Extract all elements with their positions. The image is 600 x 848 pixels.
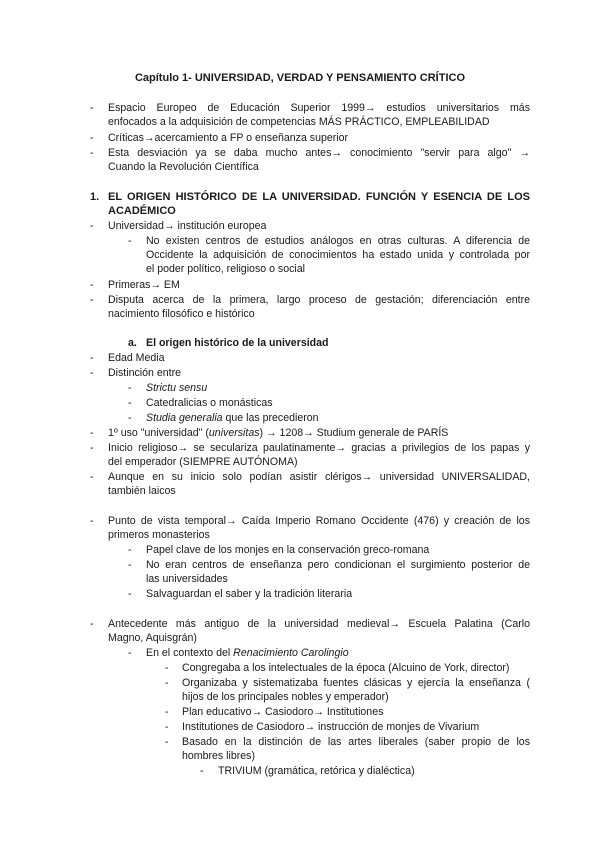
- uso-text-b: ) → 1208→ Studium generale de PARÍS: [259, 427, 449, 439]
- bullet-dash: -: [165, 721, 169, 733]
- bullet-dash: -: [90, 147, 94, 159]
- aunque-line1: Aunque en su inicio solo podían asistir clérigos→ universidad UNIVERSALIDAD,: [108, 471, 530, 483]
- institutiones-item: Institutiones de Casiodoro→ instrucción de monjes de Vivarium: [182, 721, 480, 733]
- inicio-line2: del emperador (SIEMPRE AUTÓNOMA): [108, 456, 298, 468]
- intro-item-1-line1: Espacio Europeo de Educación Superior 1999→ estudios universitarios más: [108, 102, 530, 114]
- uso-italic: universitas: [208, 427, 260, 439]
- intro-item-3-line2: Cuando la Revolución Científica: [108, 161, 259, 173]
- studia-italic: Studia generalia: [146, 412, 223, 424]
- distincion-item: Distinción entre: [108, 367, 182, 379]
- bullet-dash: -: [128, 397, 132, 409]
- subsection-title: El origen histórico de la universidad: [146, 337, 329, 349]
- uso-text-a: 1º uso "universidad" (: [108, 427, 209, 439]
- stricto-item: Strictu sensu: [146, 382, 208, 394]
- edad-media-item: Edad Media: [108, 352, 165, 364]
- bullet-dash: -: [128, 235, 132, 247]
- antecedente-line2: Magno, Aquisgrán): [108, 632, 197, 644]
- contexto-text: En el contexto del: [146, 647, 234, 659]
- bullet-dash: -: [128, 412, 132, 424]
- bullet-dash: -: [128, 544, 132, 556]
- bullet-dash: -: [165, 736, 169, 748]
- bullet-dash: -: [165, 677, 169, 689]
- bullet-dash: -: [90, 618, 94, 630]
- intro-item-1-line2: enfocados a la adquisición de competencias MÁS PRÁCTICO, EMPLEABILIDAD: [108, 116, 490, 128]
- bullet-dash: -: [90, 132, 94, 144]
- bullet-dash: -: [200, 765, 204, 777]
- disputa-line1: Disputa acerca de la primera, largo proceso de gestación; diferenciación entre: [108, 294, 530, 306]
- plan-item: Plan educativo→ Casiodoro→ Institutiones: [182, 706, 384, 718]
- universidad-sub-line3: el poder político, religioso o social: [146, 263, 305, 275]
- noeran-line1: No eran centros de enseñanza pero condicionan el surgimiento posterior de: [146, 559, 530, 571]
- contexto-item: [146, 646, 349, 660]
- bullet-dash: -: [90, 471, 94, 483]
- bullet-dash: -: [90, 352, 94, 364]
- aunque-line2: también laicos: [108, 485, 176, 497]
- section-number: 1.: [90, 191, 100, 203]
- bullet-dash: -: [90, 102, 94, 114]
- punto-line2: primeros monasterios: [108, 529, 210, 541]
- bullet-dash: -: [90, 220, 94, 232]
- primeras-item: Primeras→ EM: [108, 279, 180, 291]
- basado-line1: Basado en la distinción de las artes liberales (saber propio de los: [182, 736, 530, 748]
- papel-item: Papel clave de los monjes en la conservación greco-romana: [146, 544, 430, 556]
- noeran-line2: las universidades: [146, 573, 228, 585]
- congregaba-item: Congregaba a los intelectuales de la época (Alcuino de York, director): [182, 662, 510, 674]
- section-title-line1: EL ORIGEN HISTÓRICO DE LA UNIVERSIDAD. FUNCIÓN Y ESENCIA DE LOS: [108, 191, 530, 203]
- contexto-italic: Renacimiento Carolingio: [233, 647, 349, 659]
- salvaguardan-item: Salvaguardan el saber y la tradición literaria: [146, 588, 353, 600]
- bullet-dash: -: [90, 442, 94, 454]
- trivium-item: TRIVIUM (gramática, retórica y dialéctica): [218, 765, 415, 777]
- primer-uso-item: [108, 426, 448, 440]
- bullet-dash: -: [90, 294, 94, 306]
- bullet-dash: -: [90, 279, 94, 291]
- catedralicias-item: Catedralicias o monásticas: [146, 397, 273, 409]
- section-title-line2: ACADÉMICO: [108, 205, 176, 217]
- inicio-line1: Inicio religioso→ se seculariza paulatinamente→ gracias a privilegios de los papas y: [108, 442, 530, 454]
- bullet-dash: -: [90, 427, 94, 439]
- bullet-dash: -: [128, 647, 132, 659]
- bullet-dash: -: [90, 367, 94, 379]
- disputa-line2: nacimiento filosófico e histórico: [108, 308, 255, 320]
- universidad-item: Universidad→ institución europea: [108, 220, 267, 232]
- intro-item-2: Críticas→acercamiento a FP o enseñanza superior: [108, 132, 349, 144]
- chapter-title: Capítulo 1- UNIVERSIDAD, VERDAD Y PENSAMIENTO CRÍTICO: [134, 72, 466, 84]
- universidad-sub-line2: Occidente la adquisición de conocimientos ha estado unida y controlada por: [146, 249, 530, 261]
- bullet-dash: -: [165, 662, 169, 674]
- intro-item-3-line1: Esta desviación ya se daba mucho antes→ conocimiento "servir para algo" →: [108, 147, 530, 159]
- bullet-dash: -: [90, 515, 94, 527]
- bullet-dash: -: [165, 706, 169, 718]
- basado-line2: hombres libres): [182, 750, 256, 762]
- organizaba-line2: hijos de los principales nobles y emperador): [182, 691, 389, 703]
- bullet-dash: -: [128, 382, 132, 394]
- subsection-label: a.: [128, 337, 137, 349]
- bullet-dash: -: [128, 559, 132, 571]
- bullet-dash: -: [128, 588, 132, 600]
- universidad-sub-line1: No existen centros de estudios análogos en otras culturas. A diferencia de: [146, 235, 530, 247]
- organizaba-line1: Organizaba y sistematizaba fuentes clásicas y ejercía la enseñanza (: [182, 677, 530, 689]
- studia-item: [146, 411, 319, 425]
- antecedente-line1: Antecedente más antiguo de la universidad medieval→ Escuela Palatina (Carlo: [108, 618, 530, 630]
- studia-rest: que las precedieron: [222, 412, 319, 424]
- punto-line1: Punto de vista temporal→ Caída Imperio Romano Occidente (476) y creación de los: [108, 515, 530, 527]
